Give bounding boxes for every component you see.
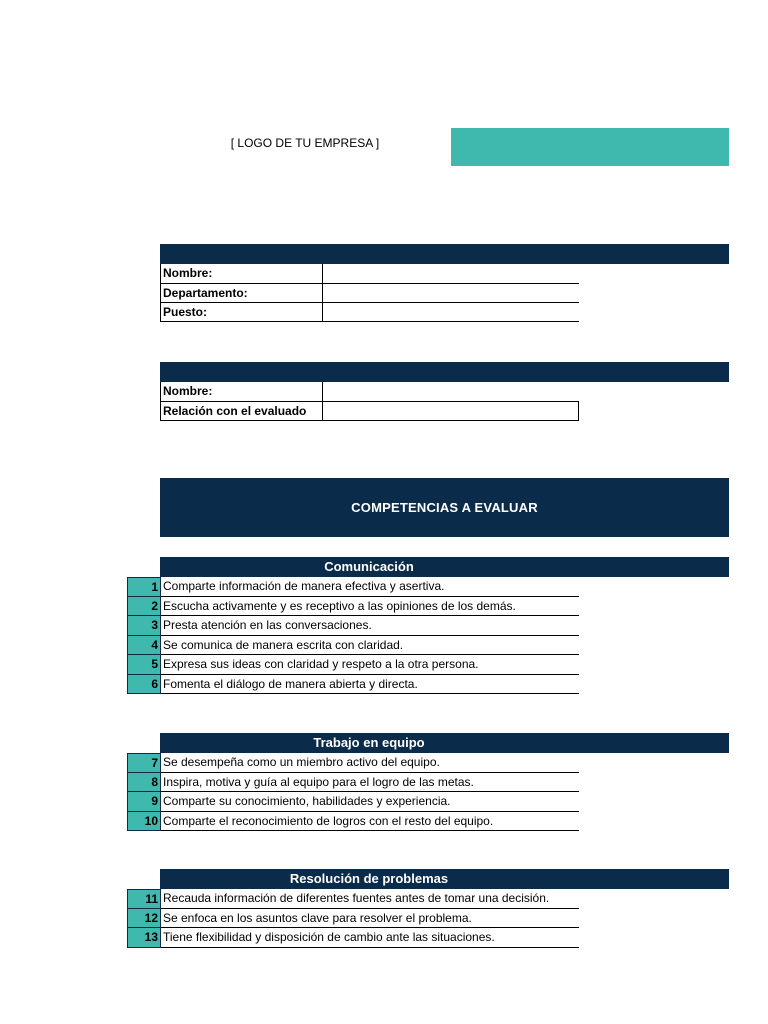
item-text: Tiene flexibilidad y disposición de cambio ante las situaciones. [161,928,579,948]
list-item [127,616,579,636]
evaluador-info-table [160,382,579,421]
evaluador-nombre-label: Nombre: [161,382,323,401]
list-item [127,577,579,597]
item-number: 3 [127,616,161,636]
item-number: 2 [127,597,161,617]
item-number: 8 [127,773,161,793]
item-number: 1 [127,577,161,597]
list-item [127,812,579,832]
item-text: Recauda información de diferentes fuentes antes de tomar una decisión. [161,889,579,909]
list-item [127,928,579,948]
header-teal-banner [451,128,729,166]
company-logo-placeholder: [ LOGO DE TU EMPRESA ] [230,136,380,150]
item-number: 6 [127,675,161,695]
section-title-comunicacion: Comunicación [324,559,414,574]
item-number: 12 [127,909,161,929]
evaluado-departamento-field[interactable] [323,283,579,302]
section-title-resolucion-de-problemas: Resolución de problemas [289,871,449,886]
list-item [127,773,579,793]
item-text: Se desempeña como un miembro activo del equipo. [161,753,579,773]
list-item [127,655,579,675]
item-text: Escucha activamente y es receptivo a las opiniones de los demás. [161,597,579,617]
evaluado-row-puesto [161,302,579,321]
evaluado-nombre-field[interactable] [323,264,579,283]
evaluado-nombre-label: Nombre: [161,264,323,283]
item-text: Inspira, motiva y guía al equipo para el logro de las metas. [161,773,579,793]
list-item [127,792,579,812]
section-header-comunicacion [160,557,729,577]
evaluador-row-nombre [161,382,579,401]
item-text: Comparte su conocimiento, habilidades y experiencia. [161,792,579,812]
section-items-trabajo-en-equipo [127,753,579,831]
item-text: Se enfoca en los asuntos clave para resolver el problema. [161,909,579,929]
section-title-trabajo-en-equipo: Trabajo en equipo [313,735,425,750]
item-number: 4 [127,636,161,656]
section-header-trabajo-en-equipo [160,733,729,753]
evaluado-puesto-label: Puesto: [161,302,323,321]
item-text: Comparte el reconocimiento de logros con el resto del equipo. [161,812,579,832]
list-item [127,636,579,656]
item-text: Presta atención en las conversaciones. [161,616,579,636]
item-number: 13 [127,928,161,948]
list-item [127,889,579,909]
item-text: Expresa sus ideas con claridad y respeto a la otra persona. [161,655,579,675]
list-item [127,753,579,773]
list-item [127,909,579,929]
item-number: 10 [127,812,161,832]
item-text: Fomenta el diálogo de manera abierta y directa. [161,675,579,695]
evaluador-row-relacion [161,401,579,420]
evaluado-info-table [160,264,579,322]
evaluado-row-nombre [161,264,579,283]
evaluado-departamento-label: Departamento: [161,283,323,302]
list-item [127,675,579,695]
section-items-resolucion-de-problemas [127,889,579,948]
evaluador-relacion-label: Relación con el evaluado [161,401,323,420]
item-number: 9 [127,792,161,812]
evaluador-relacion-field[interactable] [323,401,579,420]
evaluador-nombre-field[interactable] [323,382,579,401]
item-text: Se comunica de manera escrita con claridad. [161,636,579,656]
item-number: 5 [127,655,161,675]
item-number: 11 [127,889,161,909]
item-text: Comparte información de manera efectiva y asertiva. [161,577,579,597]
evaluado-puesto-field[interactable] [323,302,579,321]
section-header-resolucion-de-problemas [160,869,729,889]
section-items-comunicacion [127,577,579,694]
list-item [127,597,579,617]
item-number: 7 [127,753,161,773]
evaluador-header-band [160,362,729,382]
evaluado-header-band [160,244,729,264]
evaluado-row-departamento [161,283,579,302]
competencias-banner: COMPETENCIAS A EVALUAR [160,478,729,537]
